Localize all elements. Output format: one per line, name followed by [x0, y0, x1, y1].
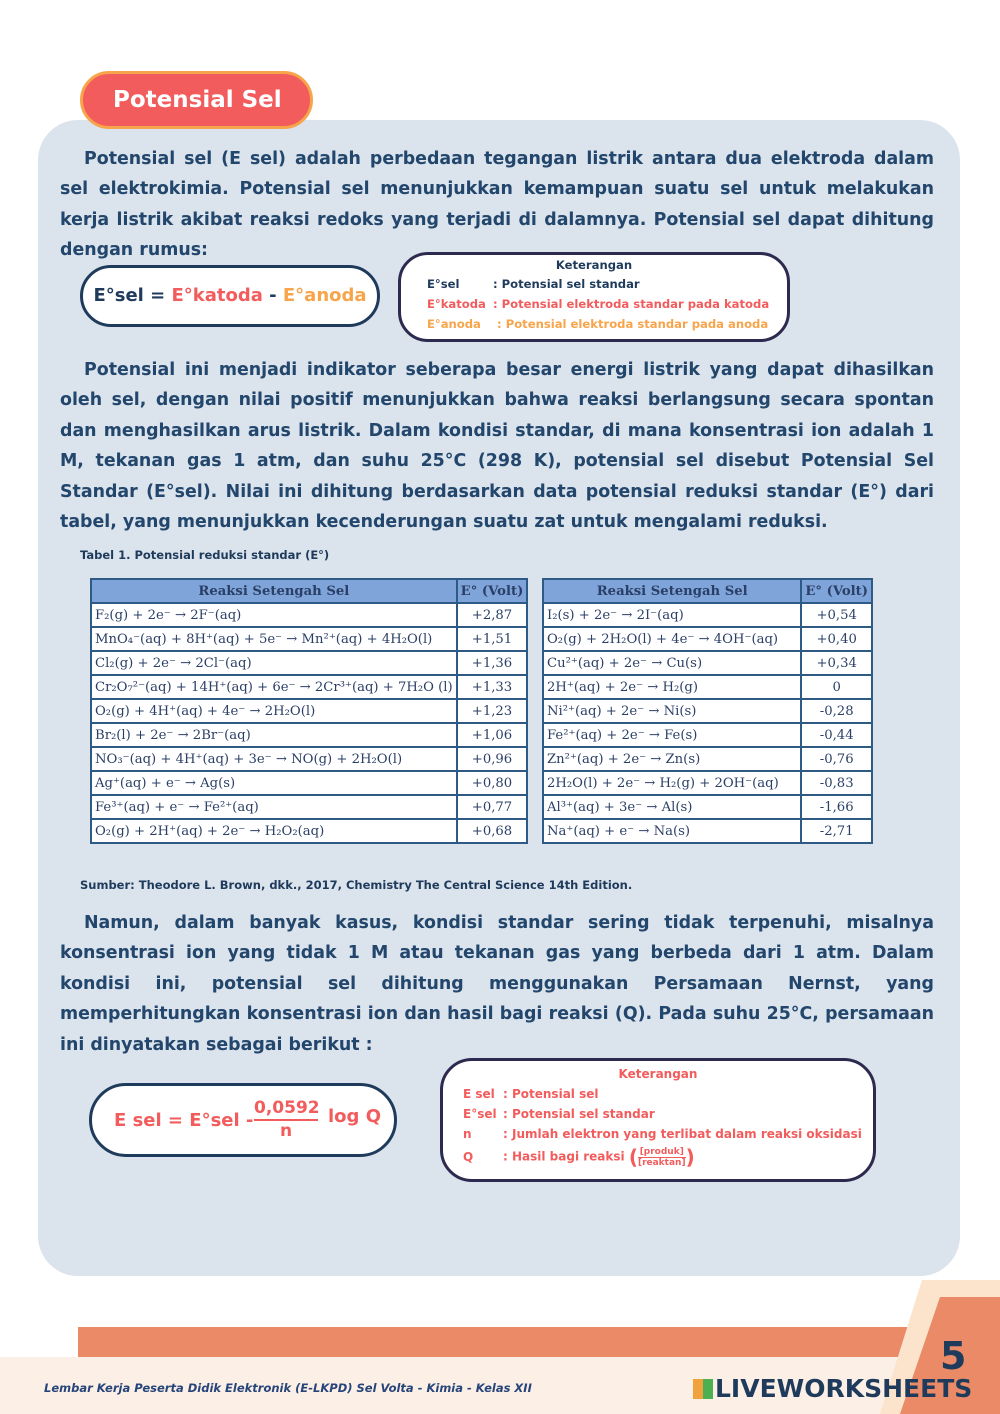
table-row: [543, 699, 872, 723]
half-reaction-cell: Fe³⁺(aq) + e⁻ → Fe²⁺(aq): [91, 795, 457, 819]
table-row: [91, 699, 527, 723]
half-reaction-cell: O₂(g) + 2H₂O(l) + 4e⁻ → 4OH⁻(aq): [543, 627, 801, 651]
half-reaction-cell: NO₃⁻(aq) + 4H⁺(aq) + 3e⁻ → NO(g) + 2H₂O(l): [91, 747, 457, 771]
table-row: [543, 819, 872, 843]
table-header-reaction: Reaksi Setengah Sel: [91, 579, 457, 603]
table-row: [91, 603, 527, 627]
nernst-fraction: [254, 1098, 318, 1141]
potential-value-cell: +0,80: [457, 771, 528, 795]
section-title: Potensial Sel: [80, 71, 313, 129]
half-reaction-cell: Na⁺(aq) + e⁻ → Na(s): [543, 819, 801, 843]
table-row: [91, 651, 527, 675]
half-reaction-cell: Ni²⁺(aq) + 2e⁻ → Ni(s): [543, 699, 801, 723]
half-reaction-cell: 2H⁺(aq) + 2e⁻ → H₂(g): [543, 675, 801, 699]
footer-bar: [78, 1327, 968, 1357]
potential-value-cell: -2,71: [801, 819, 872, 843]
legend-row: Q : Hasil bagi reaksi ( [produk] [reaktan] ): [463, 1145, 695, 1169]
nernst-rhs: log Q: [328, 1106, 381, 1127]
table-row: [543, 747, 872, 771]
potential-value-cell: +1,23: [457, 699, 528, 723]
standard-cell-formula: [80, 265, 380, 327]
half-reaction-cell: Cl₂(g) + 2e⁻ → 2Cl⁻(aq): [91, 651, 457, 675]
table-row: [91, 627, 527, 651]
table-row: [91, 795, 527, 819]
half-reaction-cell: Ag⁺(aq) + e⁻ → Ag(s): [91, 771, 457, 795]
table-row: [91, 747, 527, 771]
table-row: [543, 675, 872, 699]
reduction-potential-table-left: [90, 578, 528, 844]
nernst-numerator: 0,0592: [254, 1098, 318, 1121]
potential-value-cell: +0,40: [801, 627, 872, 651]
table-row: [543, 771, 872, 795]
half-reaction-cell: I₂(s) + 2e⁻ → 2I⁻(aq): [543, 603, 801, 627]
legend-box-standard: [398, 252, 790, 342]
table-row: [91, 675, 527, 699]
potential-value-cell: +1,51: [457, 627, 528, 651]
half-reaction-cell: Fe²⁺(aq) + 2e⁻ → Fe(s): [543, 723, 801, 747]
legend-row: E°katoda : Potensial elektroda standar pada katoda: [427, 297, 770, 311]
half-reaction-cell: Br₂(l) + 2e⁻ → 2Br⁻(aq): [91, 723, 457, 747]
standard-potential-paragraph: Potensial ini menjadi indikator seberapa besar energi listrik yang dapat dihasilkan oleh sel, dengan nilai positif menunjukkan bahwa reaksi berlangsung secara spontan dan menghasilkan arus listrik. Dalam kondisi standar, di mana konsentrasi ion adalah 1 M, tekanan gas 1 atm, dan suhu 25°C (298 K), potensial sel disebut Potensial Sel Standar (E°sel). Nilai ini dihitung berdasarkan data potensial reduksi standar (E°) dari tabel, yang menunjukkan kecenderungan suatu zat untuk mengalami reduksi.: [60, 360, 934, 533]
table-row: [91, 819, 527, 843]
potential-value-cell: -0,76: [801, 747, 872, 771]
formula-minus: -: [262, 285, 283, 306]
liveworksheets-brand[interactable]: LIVEWORKSHEETS: [693, 1374, 972, 1403]
table-row: [91, 771, 527, 795]
potential-value-cell: +1,36: [457, 651, 528, 675]
legend-box-nernst: [440, 1058, 876, 1182]
liveworksheets-logo-icon: [693, 1379, 713, 1399]
table-header-reaction: Reaksi Setengah Sel: [543, 579, 801, 603]
potential-value-cell: +0,68: [457, 819, 528, 843]
potential-value-cell: 0: [801, 675, 872, 699]
potential-value-cell: -1,66: [801, 795, 872, 819]
table-row: [543, 795, 872, 819]
potential-value-cell: -0,44: [801, 723, 872, 747]
legend-row: n : Jumlah elektron yang terlibat dalam reaksi oksidasi: [463, 1127, 862, 1141]
table-caption: Tabel 1. Potensial reduksi standar (E°): [80, 548, 330, 562]
formula-anoda: E°anoda: [282, 285, 367, 306]
half-reaction-cell: 2H₂O(l) + 2e⁻ → H₂(g) + 2OH⁻(aq): [543, 771, 801, 795]
table-header-value: E° (Volt): [801, 579, 872, 603]
table-row: [543, 627, 872, 651]
table-row: [543, 723, 872, 747]
intro-paragraph: Potensial sel (E sel) adalah perbedaan tegangan listrik antara dua elektroda dalam sel elektrokimia. Potensial sel menunjukkan kemampuan suatu sel untuk melakukan kerja listrik akibat reaksi redoks yang terjadi di dalamnya. Potensial sel dapat dihitung dengan rumus:: [60, 149, 934, 261]
half-reaction-cell: O₂(g) + 4H⁺(aq) + 4e⁻ → 2H₂O(l): [91, 699, 457, 723]
table-row: [543, 603, 872, 627]
legend-title: Keterangan: [618, 1067, 698, 1081]
half-reaction-cell: O₂(g) + 2H⁺(aq) + 2e⁻ → H₂O₂(aq): [91, 819, 457, 843]
half-reaction-cell: Al³⁺(aq) + 3e⁻ → Al(s): [543, 795, 801, 819]
potential-value-cell: +0,96: [457, 747, 528, 771]
legend-row: E°sel : Potensial sel standar: [427, 277, 640, 291]
potential-value-cell: -0,28: [801, 699, 872, 723]
half-reaction-cell: Cu²⁺(aq) + 2e⁻ → Cu(s): [543, 651, 801, 675]
potential-value-cell: +1,06: [457, 723, 528, 747]
legend-title: Keterangan: [555, 258, 633, 272]
table-row: [543, 651, 872, 675]
table-header-value: E° (Volt): [457, 579, 528, 603]
half-reaction-cell: Zn²⁺(aq) + 2e⁻ → Zn(s): [543, 747, 801, 771]
legend-row: E°anoda : Potensial elektroda standar pada anoda: [427, 317, 769, 331]
q-fraction: [produk] [reaktan]: [637, 1146, 686, 1168]
potential-value-cell: +0,34: [801, 651, 872, 675]
potential-value-cell: +0,77: [457, 795, 528, 819]
potential-value-cell: +1,33: [457, 675, 528, 699]
potential-value-cell: -0,83: [801, 771, 872, 795]
nernst-lhs: E sel = E°sel -: [114, 1110, 254, 1131]
table-source: Sumber: Theodore L. Brown, dkk., 2017, Chemistry The Central Science 14th Edition.: [80, 878, 633, 892]
reduction-potential-table-right: [542, 578, 873, 844]
nernst-paragraph: Namun, dalam banyak kasus, kondisi standar sering tidak terpenuhi, misalnya konsentrasi ion yang tidak 1 M atau tekanan gas yang berbeda dari 1 atm. Dalam kondisi ini, potensial sel dihitung menggunakan Persamaan Nernst, yang memperhitungkan konsentrasi ion dan hasil bagi reaksi (Q). Pada suhu 25°C, persamaan ini dinyatakan sebagai berikut :: [60, 913, 934, 1055]
table-row: [91, 723, 527, 747]
half-reaction-cell: MnO₄⁻(aq) + 8H⁺(aq) + 5e⁻ → Mn²⁺(aq) + 4H₂O(l): [91, 627, 457, 651]
potential-value-cell: +0,54: [801, 603, 872, 627]
page-number: 5: [940, 1334, 967, 1378]
half-reaction-cell: Cr₂O₇²⁻(aq) + 14H⁺(aq) + 6e⁻ → 2Cr³⁺(aq) + 7H₂O (l): [91, 675, 457, 699]
potential-value-cell: +2,87: [457, 603, 528, 627]
formula-lhs: E°sel =: [93, 285, 172, 306]
formula-katoda: E°katoda: [171, 285, 263, 306]
legend-row: E°sel : Potensial sel standar: [463, 1107, 655, 1121]
legend-row: E sel : Potensial sel: [463, 1087, 599, 1101]
nernst-formula: [89, 1083, 397, 1157]
footer-text: Lembar Kerja Peserta Didik Elektronik (E-LKPD) Sel Volta - Kimia - Kelas XII: [44, 1381, 532, 1395]
nernst-denominator: n: [279, 1121, 293, 1141]
half-reaction-cell: F₂(g) + 2e⁻ → 2F⁻(aq): [91, 603, 457, 627]
